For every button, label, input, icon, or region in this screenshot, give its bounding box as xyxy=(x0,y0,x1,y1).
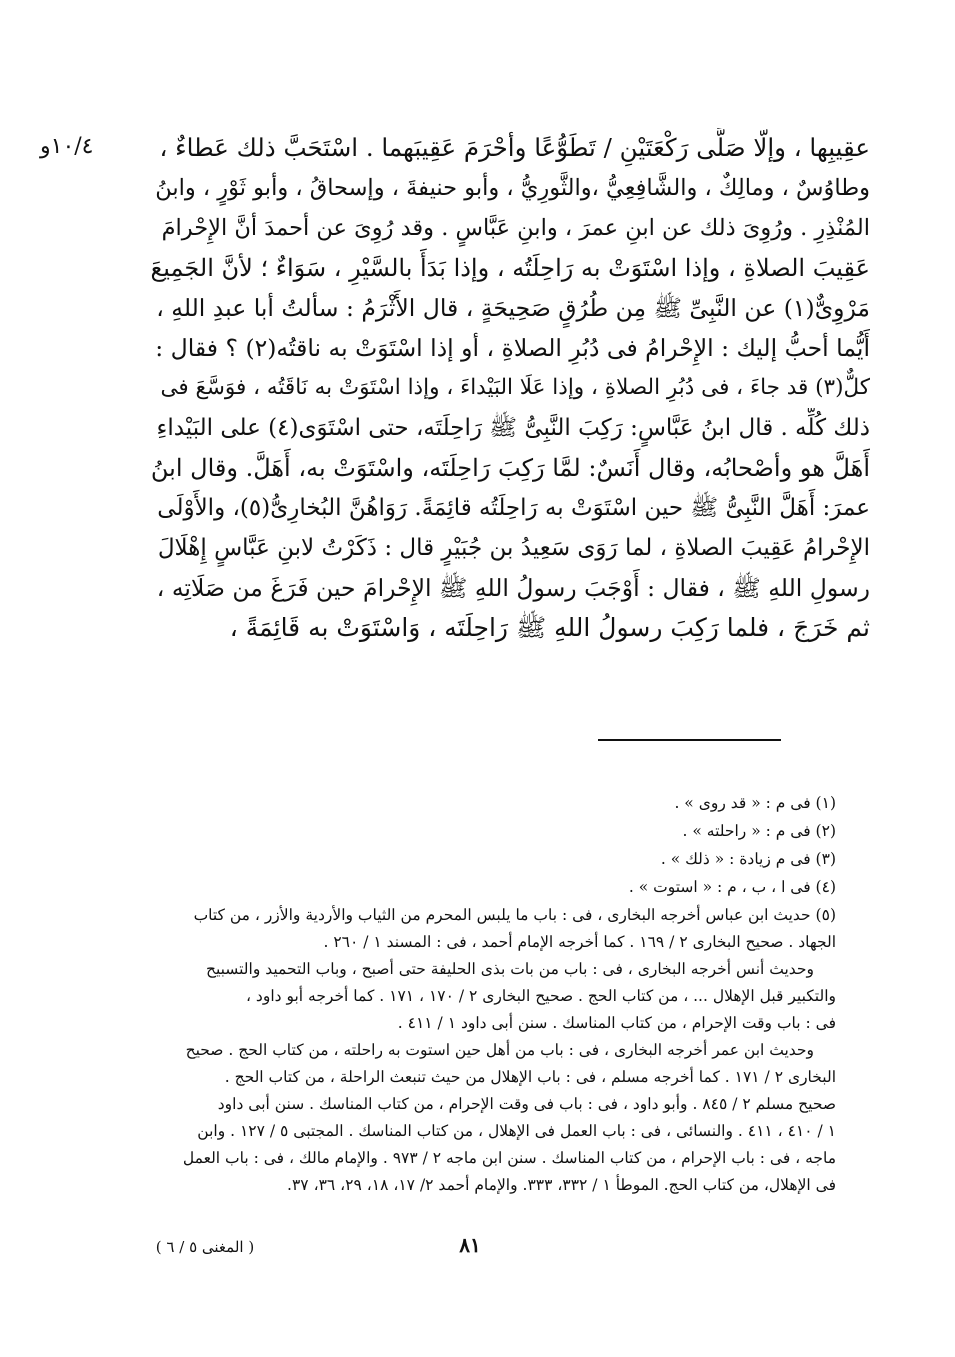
main-text-line: ثم خَرَجَ ، فلما رَكِبَ رسولُ اللهِ ﷺ رَاحِلَتَه ، وَاسْتَوَتْ به قَائِمَةً ، xyxy=(229,613,870,642)
page-number: ٨١ xyxy=(459,1233,481,1257)
footnote-line: (٥) حديث ابن عباس أخرجه البخارى ، فى : باب ما يلبس المحرم من الثياب والأردية والأزر ، من كتاب xyxy=(193,906,836,924)
footnote-line: فى الإهلال، من كتاب الحج. الموطأ ١ / ٣٣٢، ٣٣٣. والإمام أحمد ٢/ ١٧، ١٨، ٢٩، ٣٦، ٣٧. xyxy=(287,1176,836,1194)
footnote-line: صحيح مسلم ٢ / ٨٤٥ . وأبو داود ، فى : باب فى وقت الإحرام ، من كتاب المناسك . سنن أبى داود xyxy=(217,1095,836,1113)
footnote-line: الجهاد . صحيح البخارى ٢ / ١٦٩ . كما أخرجه الإمام أحمد ، فى : المسند ١ / ٢٦٠ . xyxy=(323,933,836,951)
main-text-line: وطاوُسٌ ، ومالِكٌ ، والشَّافِعِيُّ ،والثَّورِيُّ ، وأبو حنيفةَ ، وإسحاقُ ، وأبو ثَوْرٍ ، وابنُ xyxy=(155,175,870,201)
main-text-line: عَقِيبَ الصلاةِ ، وإذا اسْتَوَتْ به رَاحِلَتُه ، وإذا بَدَأَ بالسَّيْرِ ، سَوَاءٌ ؛ لأنَّ الجَمِيعَ xyxy=(150,254,870,282)
main-text-line: عمرَ: أَهَلَّ النَّبِىُّ ﷺ حين اسْتَوَتْ به رَاحِلَتُه قائِمَةً. رَوَاهُنَّ البُخارِىُّ(٥)، والأَوْلَى xyxy=(157,495,870,521)
footnote-line: ١ / ٤١٠ ، ٤١١ . والنسائى ، فى : باب العمل فى الإهلال ، من كتاب المناسك . المجتبى ٥ / ١٢٧ . وابن xyxy=(197,1122,836,1140)
main-text-line: مَرْوِىٌّ(١) عن النَّبِىِّ ﷺ مِن طُرُقٍ صَحِيحَةٍ ، قال الأَثْرَمُ : سألتُ أبا عبدِ اللهِ ، xyxy=(156,294,870,322)
footnote-line: فى : باب وقت الإحرام ، من كتاب المناسك . سنن أبى داود ١ / ٤١١ . xyxy=(397,1014,836,1032)
footnote-line: والتكبير قبل الإهلال ... ، من كتاب الحج . صحيح البخارى ٢ / ١٧٠ ، ١٧١ . كما أخرجه أبو داود ، xyxy=(246,987,836,1005)
footnote-separator xyxy=(598,739,781,741)
main-text-line: أَيُّما أحبُّ إليك : الإِحْرامُ فى دُبُرِ الصلاةِ ، أو إذا اسْتَوَتْ به ناقتُه(٢) ؟ فقال : xyxy=(155,334,870,362)
main-text-line: عقِيبِها ، وإلّا صَلَّى رَكْعَتَيْنِ / تَطَوُّعًا وأحْرَمَ عَقِيبَهما . اسْتَحَبَّ ذلك عَطاءٌ ، xyxy=(159,133,870,162)
footnote-line: البخارى ٢ / ١٧١ . كما أخرجه مسلم ، فى : باب الإهلال من حيث تنبعث الراحلة ، من كتاب الحج . xyxy=(224,1068,836,1086)
running-footer: ( المغنى ٥ / ٦ ) xyxy=(155,1238,255,1256)
footnote-line: ماجه ، فى : باب الإحرام ، من كتاب المناسك . سنن ابن ماجه ٢ / ٩٧٣ . والإمام مالك ، فى : باب العمل xyxy=(182,1149,836,1167)
main-text-line: ذلك كُلِّه . قال ابنُ عَبَّاسٍ: رَكِبَ النَّبِىُّ ﷺ رَاحِلَتَه، حتى اسْتَوَى(٤) على البَيْداءِ xyxy=(156,415,870,441)
main-text-body xyxy=(150,128,870,648)
footnote-line: وحديث أنس أخرجه البخارى ، فى : باب من بات بذى الحليفة حتى أصبح ، وباب التحميد والتسبيح xyxy=(205,960,814,978)
footnote-line: وحديث ابن عمر أخرجه البخارى ، فى : باب من أهل حين استوت به راحلته ، من كتاب الحج . صحيح xyxy=(185,1041,814,1059)
footnote-line: (١) فى م : « قد روى » . xyxy=(674,794,836,812)
footnote-line: (٣) فى م زيادة : « ذلك » . xyxy=(660,850,836,868)
footnote-line: (٢) فى م : « راحلته » . xyxy=(682,822,836,840)
footnotes-section xyxy=(130,790,836,1199)
margin-reference: ١٠/٤و xyxy=(40,134,94,159)
main-text-line: الإِحْرامُ عَقِيبَ الصلاةِ ، لما رَوَى سَعِيدُ بن جُبَيْرٍ قال : ذَكَرْتُ لابنِ عَبَّاسٍ إِهْلَالَ xyxy=(157,535,870,561)
main-text-line: كلٌّ(٣) قد جاءَ ، فى دُبُرِ الصلاةِ ، وإذا عَلَا البَيْداءَ ، وإذا اسْتَوَتْ به نَاقَتُه ، فوَسَّعَ فى xyxy=(160,375,870,400)
main-text-line: رسولِ اللهِ ﷺ ، فقال : أَوْجَبَ رسولُ اللهِ ﷺ الإِحْرامَ حين فَرَغَ من صَلَاتِه ، xyxy=(156,574,870,602)
footnote-line: (٤) فى ا ، ب ، م : « استوت » . xyxy=(628,878,836,896)
main-text-line: المُنْذِرِ . ورُوِىَ ذلك عن ابنِ عمرَ ، وابنِ عَبَّاسٍ . وقد رُوِىَ عن أحمدَ أنَّ الإِحْرامَ xyxy=(161,215,870,241)
main-text-line: أَهَلَّ هو وأصْحابُه، وقال أَنَسٌ: لمَّا رَكِبَ رَاحِلَتَه، واسْتَوَتْ به، أَهَلَّ. وقال ابنُ xyxy=(150,454,870,482)
